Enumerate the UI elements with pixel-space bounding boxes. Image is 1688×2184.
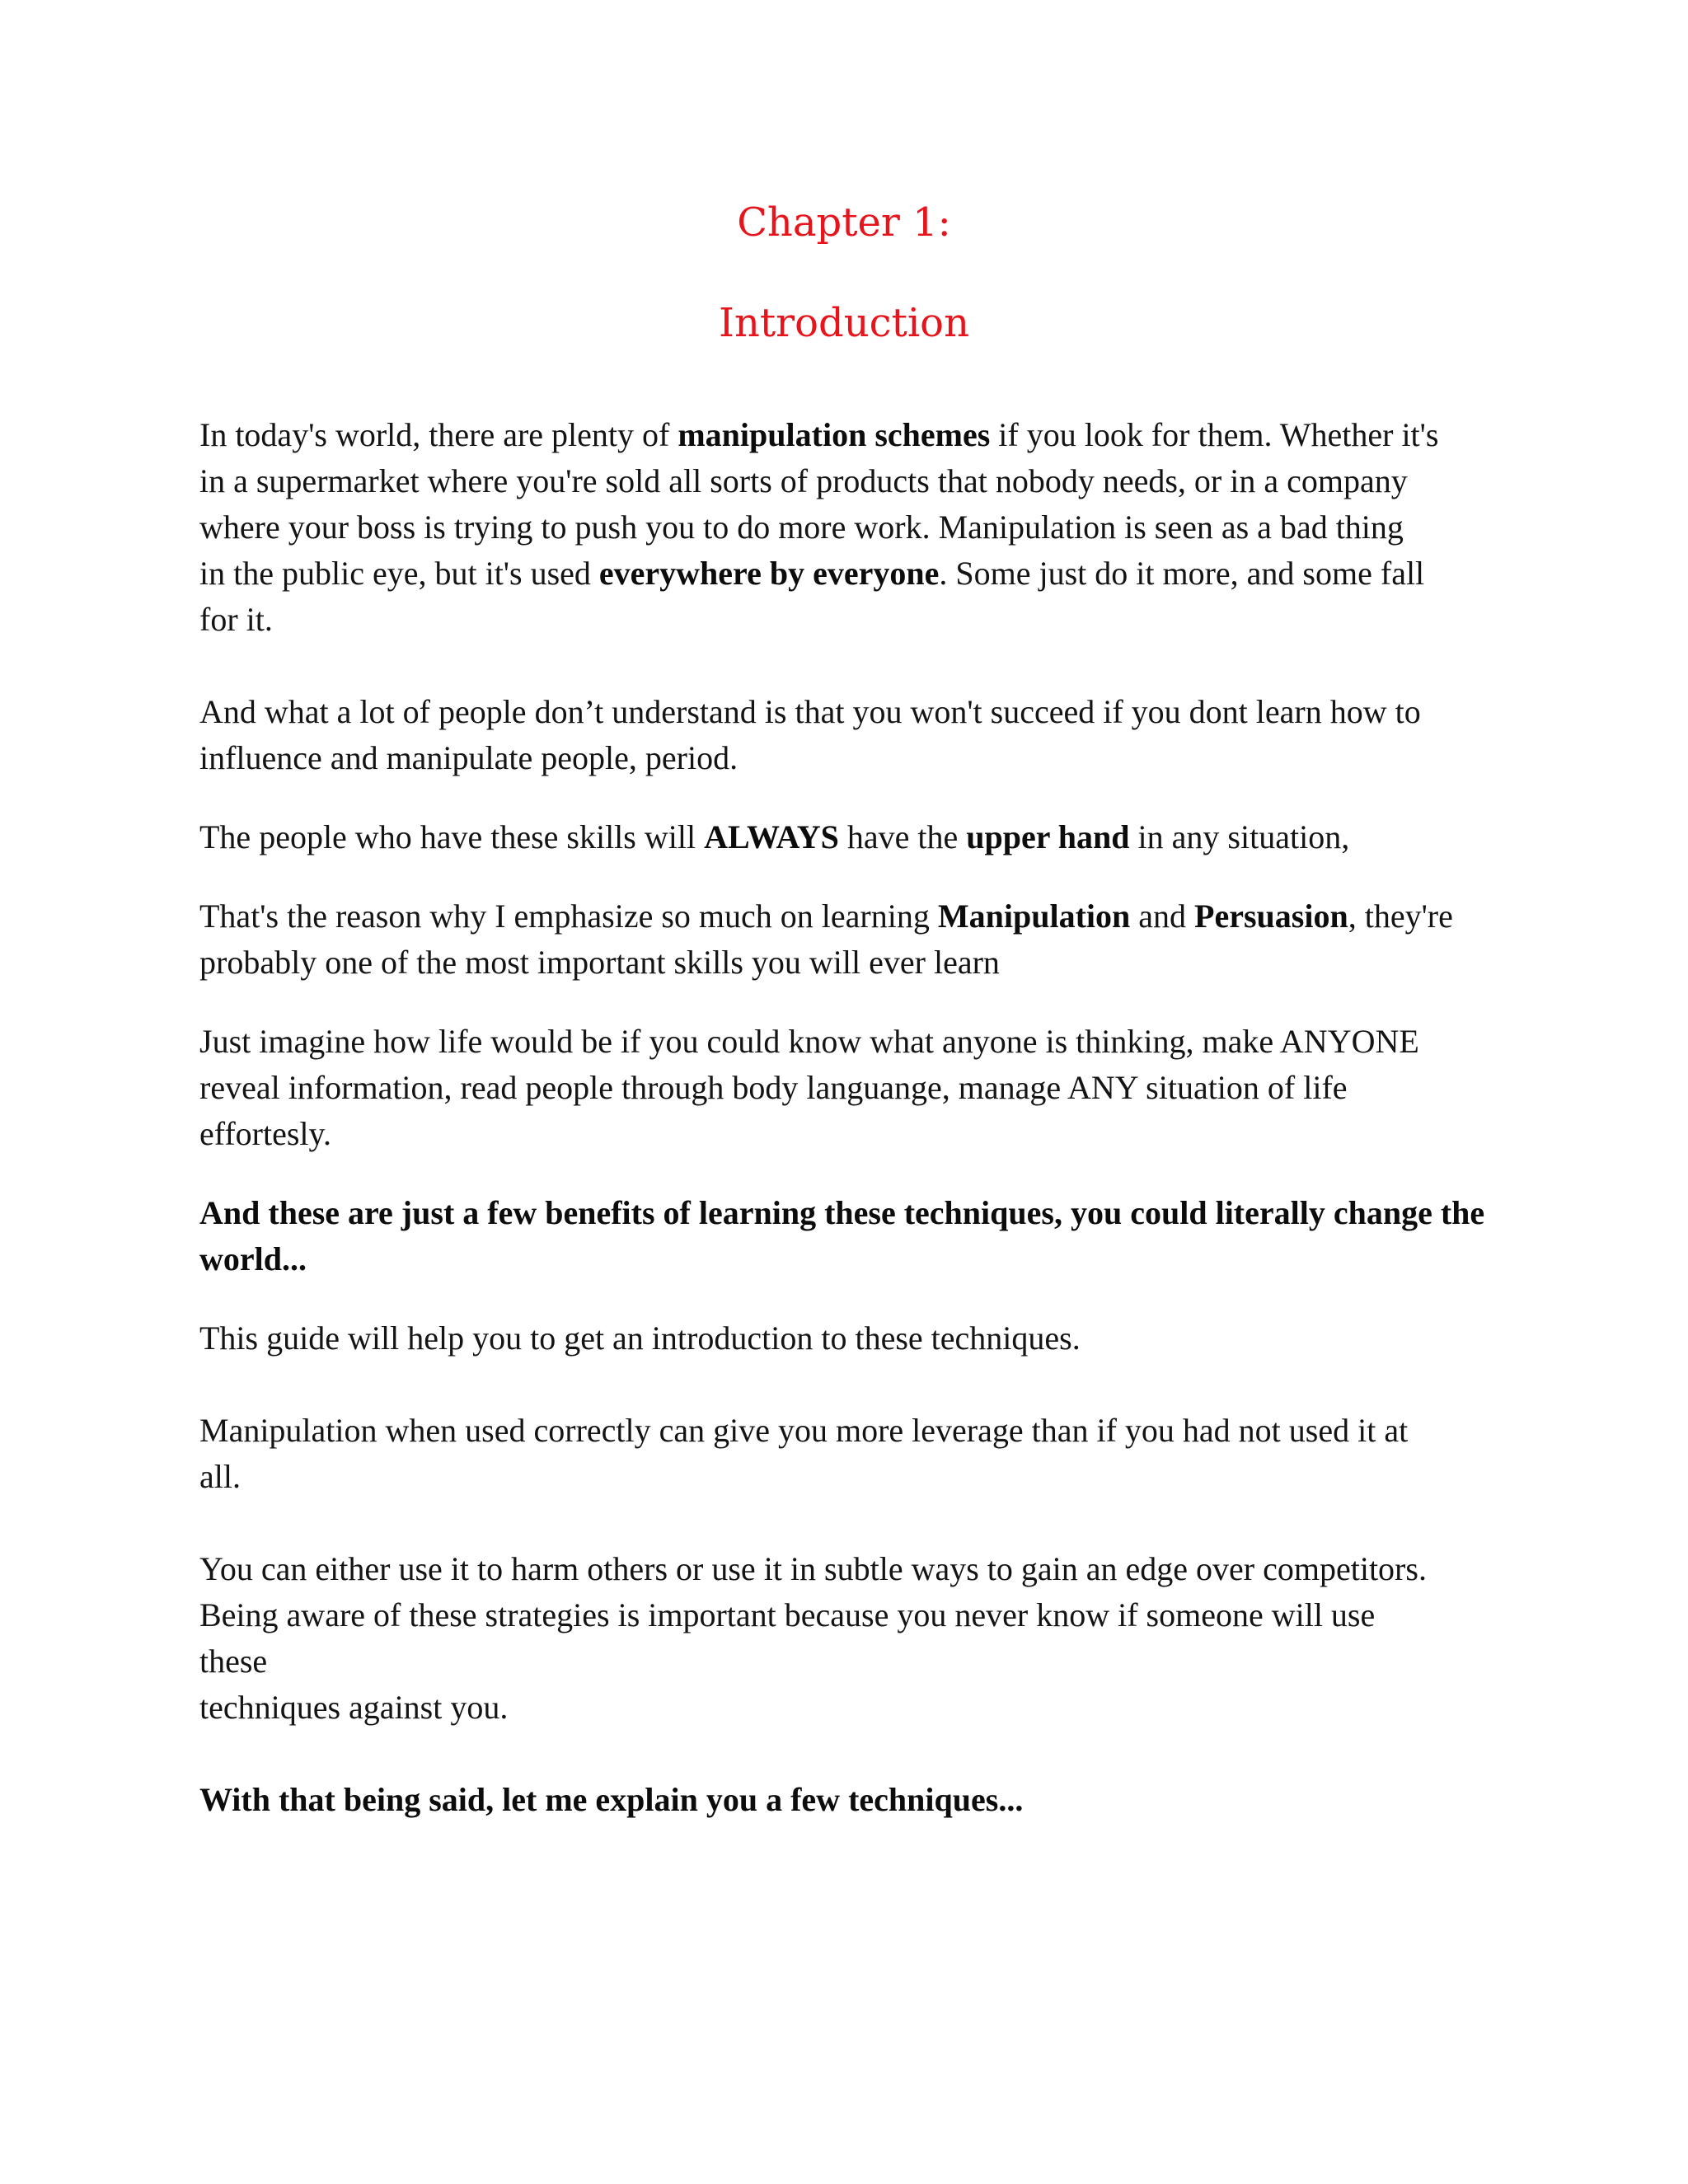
paragraph-guide [199, 1315, 1502, 1361]
paragraph-harm-others [199, 1546, 1502, 1731]
paragraph-line: And these are just a few benefits of learning these techniques, you could literally change the [199, 1194, 1485, 1231]
paragraph-influence [199, 689, 1502, 781]
bold-phrase: Manipulation [937, 898, 1131, 935]
paragraph-line [199, 551, 1502, 597]
paragraph-emphasize [199, 893, 1502, 986]
bold-phrase: everywhere by everyone [598, 555, 940, 592]
paragraph-leverage [199, 1408, 1502, 1500]
text-run: , they're [1348, 898, 1453, 935]
paragraph-line [199, 412, 1502, 458]
paragraph-line: Just imagine how life would be if you could know what anyone is thinking, make ANYONE [199, 1023, 1419, 1060]
paragraph-line: You can either use it to harm others or use it in subtle ways to gain an edge over competitors. [199, 1550, 1427, 1587]
paragraph-line: With that being said, let me explain you a few techniques... [199, 1781, 1024, 1818]
chapter-number-heading: Chapter 1: [737, 199, 951, 246]
text-run: in any situation, [1129, 818, 1350, 855]
paragraph-line: And what a lot of people don’t understand is that you won't succeed if you dont learn how to [199, 693, 1421, 730]
bold-phrase: upper hand [966, 818, 1130, 855]
text-run: in the public eye, but it's used [199, 555, 599, 592]
paragraph-line [199, 893, 1502, 940]
paragraph-line: techniques against you. [199, 1689, 509, 1726]
paragraph-line: for it. [199, 601, 273, 638]
paragraph-line [199, 814, 1502, 860]
paragraph-benefits [199, 1190, 1502, 1282]
paragraph-line: in a supermarket where you're sold all sorts of products that nobody needs, or in a company [199, 462, 1408, 499]
text-run: That's the reason why I emphasize so much on learning [199, 898, 938, 935]
text-run: and [1130, 898, 1195, 935]
text-run: The people who have these skills will [199, 818, 705, 855]
text-run: . Some just do it more, and some fall [939, 555, 1425, 592]
bold-phrase: manipulation schemes [678, 416, 991, 453]
text-run: have the [838, 818, 967, 855]
paragraph-line: these [199, 1643, 268, 1680]
paragraph-line: where your boss is trying to push you to do more work. Manipulation is seen as a bad thing [199, 509, 1404, 546]
paragraph-line: world... [199, 1240, 307, 1277]
paragraph-line: all. [199, 1458, 241, 1495]
paragraph-line: effortesly. [199, 1115, 331, 1152]
bold-phrase: ALWAYS [704, 818, 839, 855]
paragraph-upper-hand [199, 814, 1502, 860]
bold-phrase: Persuasion [1194, 898, 1348, 935]
paragraph-manipulation-schemes [199, 412, 1502, 643]
text-run: In today's world, there are plenty of [199, 416, 678, 453]
chapter-title-heading: Introduction [719, 300, 969, 346]
text-run: if you look for them. Whether it's [990, 416, 1439, 453]
paragraph-line: Being aware of these strategies is important because you never know if someone will use [199, 1596, 1376, 1633]
paragraph-imagine [199, 1019, 1502, 1157]
paragraph-line: This guide will help you to get an introduction to these techniques. [199, 1319, 1081, 1357]
paragraph-line: influence and manipulate people, period. [199, 739, 738, 776]
paragraph-line: Manipulation when used correctly can give you more leverage than if you had not used it at [199, 1412, 1409, 1449]
paragraph-line: probably one of the most important skills you will ever learn [199, 944, 1000, 981]
paragraph-line: reveal information, read people through body languange, manage ANY situation of life [199, 1069, 1348, 1106]
paragraph-closing [199, 1777, 1502, 1823]
